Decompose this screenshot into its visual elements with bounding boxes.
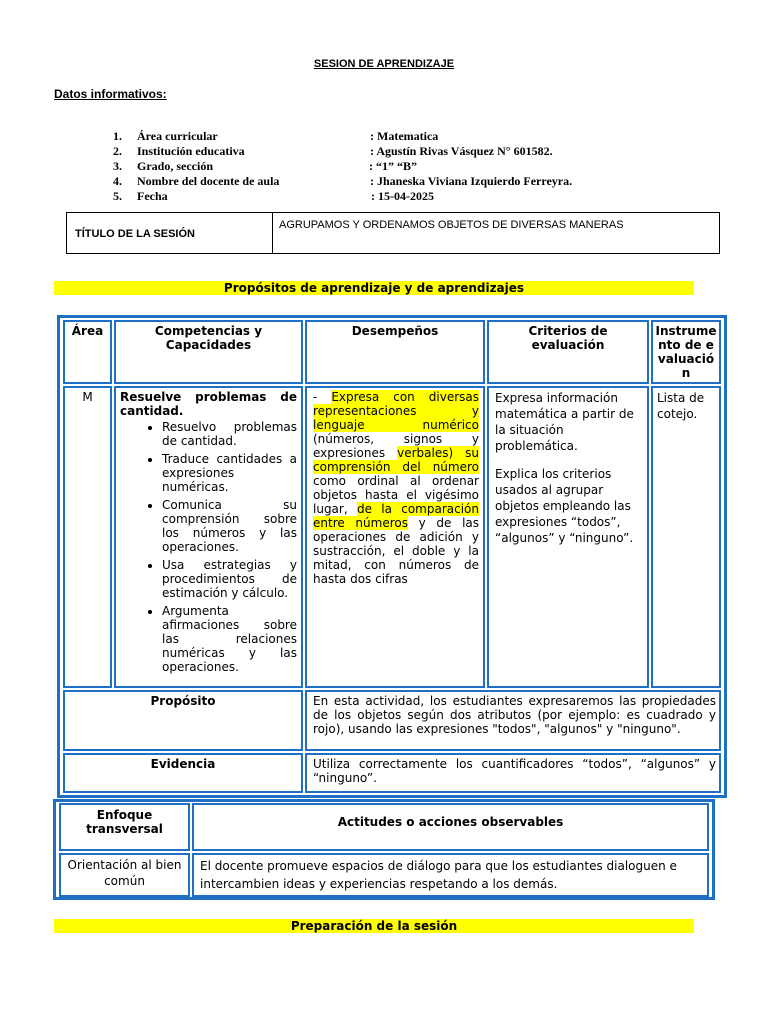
desempeno-highlight: de la comparación entre números bbox=[313, 502, 479, 530]
session-title-label-cell bbox=[67, 213, 273, 253]
info-label: Grado, sección bbox=[137, 159, 213, 173]
propositos-heading: Propósitos de aprendizaje y de aprendizajes bbox=[54, 281, 694, 295]
info-label: Área curricular bbox=[137, 129, 218, 143]
info-value: : “1” “B” bbox=[369, 159, 417, 173]
criterio-item: Explica los criterios usados al agrupar objetos empleando las expresiones “todos”, “algunos” y “ninguno”. bbox=[495, 467, 634, 545]
enfoque-header-right: Actitudes o acciones observables bbox=[192, 803, 709, 851]
info-number: 1. bbox=[113, 129, 122, 143]
info-label: Nombre del docente de aula bbox=[137, 174, 280, 188]
info-value: : Jhaneska Viviana Izquierdo Ferreyra. bbox=[370, 174, 573, 188]
cell-competencias bbox=[114, 386, 303, 688]
session-title-label: TÍTULO DE LA SESIÓN bbox=[75, 228, 195, 240]
cell-criterios bbox=[487, 386, 649, 688]
info-number: 3. bbox=[113, 159, 122, 173]
learning-table bbox=[57, 315, 727, 798]
info-label: Institución educativa bbox=[137, 144, 245, 158]
session-title-value: AGRUPAMOS Y ORDENAMOS OBJETOS DE DIVERSAS MANERAS bbox=[279, 219, 624, 231]
enfoque-row-left: Orientación al bien común bbox=[59, 853, 190, 897]
desempeno-highlight: Expresa con diversas representaciones y lenguaje numérico bbox=[313, 390, 479, 432]
info-value: : Agustín Rivas Vásquez N° 601582. bbox=[370, 144, 553, 158]
info-label: Fecha bbox=[137, 189, 168, 203]
info-number: 4. bbox=[113, 174, 122, 188]
evidencia-text: Utiliza correctamente los cuantificadores “todos”, “algunos” y “ninguno”. bbox=[305, 753, 721, 793]
desempeno-text: (números, signos y expresiones bbox=[313, 432, 479, 460]
header-instrumento: Instrumento de evaluación bbox=[651, 320, 721, 384]
proposito-text: En esta actividad, los estudiantes expresaremos las propiedades de los objetos según dos atributos (por ejemplo: es cuadrado y rojo), usando las expresiones "todos", "algunos" y "ninguno". bbox=[305, 690, 721, 751]
info-value: : 15-04-2025 bbox=[371, 189, 434, 203]
evidencia-label: Evidencia bbox=[63, 753, 303, 793]
competencia-title: Resuelve problemas de cantidad. bbox=[120, 390, 297, 418]
cell-desempenos bbox=[305, 386, 485, 688]
header-criterios: Criterios de evaluación bbox=[487, 320, 649, 384]
list-item: • Usa estrategias y procedimientos de estimación y cálculo. bbox=[162, 558, 297, 600]
cell-area: M bbox=[63, 386, 112, 688]
criterio-item: Expresa información matemática a partir de la situación problemática. bbox=[495, 391, 634, 453]
list-item: • Resuelvo problemas de cantidad. bbox=[162, 420, 297, 448]
desempeno-highlight: verbales) su comprensión del número bbox=[313, 446, 479, 474]
info-number: 2. bbox=[113, 144, 122, 158]
datos-informativos-label: Datos informativos: bbox=[54, 87, 167, 101]
info-number: 5. bbox=[113, 189, 122, 203]
header-desempenos: Desempeños bbox=[305, 320, 485, 384]
desempeno-dash: - bbox=[313, 390, 332, 404]
list-item: • Comunica su comprensión sobre los números y las operaciones. bbox=[162, 498, 297, 554]
header-area: Área bbox=[63, 320, 112, 384]
enfoque-header-left: Enfoque transversal bbox=[59, 803, 190, 851]
info-value: : Matematica bbox=[370, 129, 439, 143]
desempeno-text: y de las operaciones de adición y sustracción, el doble y la mitad, con números de hasta dos cifras bbox=[313, 516, 480, 586]
list-item: • Traduce cantidades a expresiones numéricas. bbox=[162, 452, 297, 494]
preparacion-heading: Preparación de la sesión bbox=[54, 919, 694, 933]
page-title: SESION DE APRENDIZAJE bbox=[313, 58, 455, 70]
cell-instrumento: Lista de cotejo. bbox=[651, 386, 721, 688]
enfoque-row-right: El docente promueve espacios de diálogo para que los estudiantes dialoguen e intercambien ideas y experiencias respetando a los demás. bbox=[192, 853, 709, 897]
list-item: • Argumenta afirmaciones sobre las relaciones numéricas y las operaciones. bbox=[162, 604, 297, 674]
desempeno-text: como ordinal al ordenar objetos hasta el vigésimo lugar, bbox=[313, 474, 479, 516]
proposito-label: Propósito bbox=[63, 690, 303, 751]
capacidades-list bbox=[120, 420, 297, 674]
enfoque-table bbox=[53, 799, 715, 900]
session-title-box bbox=[66, 212, 720, 254]
header-competencias: Competencias y Capacidades bbox=[114, 320, 303, 384]
